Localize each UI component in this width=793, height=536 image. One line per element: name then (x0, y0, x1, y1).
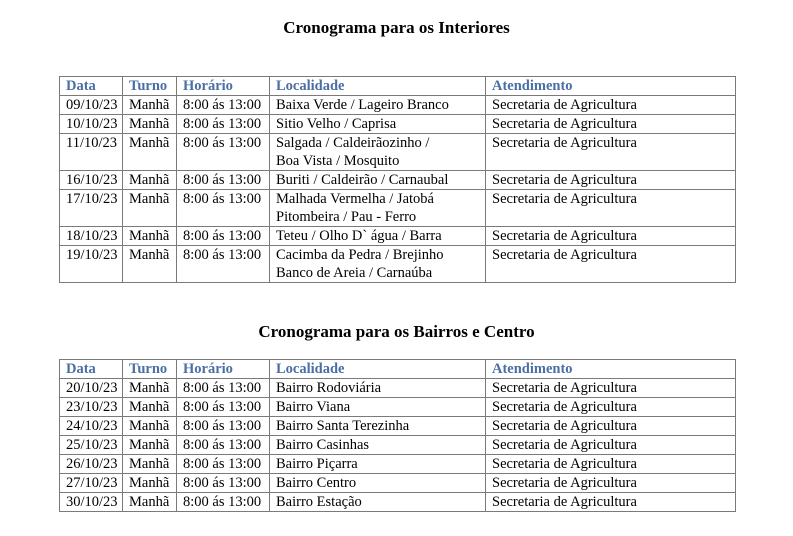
cell-atendimento: Secretaria de Agricultura (486, 398, 736, 417)
cell-turno: Manhã (123, 474, 177, 493)
cell-atendimento: Secretaria de Agricultura (486, 134, 736, 171)
localidade-line: Teteu / Olho D` água / Barra (276, 228, 442, 244)
localidade-line: Bairro Estação (276, 494, 362, 510)
table-row (60, 379, 736, 398)
localidade-line: Baixa Verde / Lageiro Branco (276, 97, 449, 113)
table-row (60, 190, 736, 227)
cell-localidade (270, 190, 486, 227)
localidade-line: Bairro Casinhas (276, 437, 370, 453)
cell-horario: 8:00 ás 13:00 (177, 455, 270, 474)
localidade-line: Bairro Viana (276, 399, 351, 415)
localidade-line: Sitio Velho / Caprisa (276, 116, 397, 132)
table-row (60, 134, 736, 171)
cell-localidade (270, 398, 486, 417)
header-localidade: Localidade (270, 360, 486, 379)
cell-atendimento: Secretaria de Agricultura (486, 190, 736, 227)
header-horario: Horário (177, 77, 270, 96)
table-row (60, 455, 736, 474)
localidade-line: Malhada Vermelha / Jatobá (276, 191, 434, 207)
header-localidade: Localidade (270, 77, 486, 96)
cell-horario: 8:00 ás 13:00 (177, 398, 270, 417)
cell-data: 18/10/23 (60, 227, 123, 246)
cell-turno: Manhã (123, 455, 177, 474)
cell-horario: 8:00 ás 13:00 (177, 436, 270, 455)
cell-atendimento: Secretaria de Agricultura (486, 474, 736, 493)
cell-atendimento: Secretaria de Agricultura (486, 115, 736, 134)
cell-horario: 8:00 ás 13:00 (177, 474, 270, 493)
interiores-title: Cronograma para os Interiores (283, 18, 510, 37)
cell-localidade (270, 474, 486, 493)
header-atendimento: Atendimento (486, 77, 736, 96)
cell-horario: 8:00 ás 13:00 (177, 115, 270, 134)
cell-data: 17/10/23 (60, 190, 123, 227)
interiores-schedule-table (59, 76, 736, 283)
cell-atendimento: Secretaria de Agricultura (486, 171, 736, 190)
cell-data: 09/10/23 (60, 96, 123, 115)
cell-localidade (270, 134, 486, 171)
table-row (60, 227, 736, 246)
cell-data: 11/10/23 (60, 134, 123, 171)
cell-localidade (270, 96, 486, 115)
cell-horario: 8:00 ás 13:00 (177, 96, 270, 115)
cell-data: 23/10/23 (60, 398, 123, 417)
localidade-line: Banco de Areia / Carnaúba (276, 265, 433, 281)
cell-turno: Manhã (123, 379, 177, 398)
localidade-line: Pitombeira / Pau - Ferro (276, 209, 417, 225)
table-header-row (60, 77, 736, 96)
cell-horario: 8:00 ás 13:00 (177, 493, 270, 512)
cell-data: 10/10/23 (60, 115, 123, 134)
header-data: Data (60, 360, 123, 379)
cell-horario: 8:00 ás 13:00 (177, 246, 270, 283)
localidade-line: Boa Vista / Mosquito (276, 153, 400, 169)
bairros-centro-schedule-table (59, 359, 736, 512)
cell-localidade (270, 379, 486, 398)
cell-atendimento: Secretaria de Agricultura (486, 379, 736, 398)
table-row (60, 417, 736, 436)
localidade-line: Bairro Rodoviária (276, 380, 382, 396)
cell-data: 24/10/23 (60, 417, 123, 436)
header-atendimento: Atendimento (486, 360, 736, 379)
cell-localidade (270, 115, 486, 134)
cell-horario: 8:00 ás 13:00 (177, 379, 270, 398)
cell-turno: Manhã (123, 417, 177, 436)
cell-localidade (270, 493, 486, 512)
localidade-line: Cacimba da Pedra / Brejinho (276, 247, 444, 263)
cell-turno: Manhã (123, 171, 177, 190)
cell-turno: Manhã (123, 436, 177, 455)
cell-atendimento: Secretaria de Agricultura (486, 493, 736, 512)
cell-localidade (270, 227, 486, 246)
cell-horario: 8:00 ás 13:00 (177, 171, 270, 190)
localidade-line: Bairro Piçarra (276, 456, 358, 472)
cell-data: 16/10/23 (60, 171, 123, 190)
cell-turno: Manhã (123, 227, 177, 246)
localidade-line: Salgada / Caldeirãozinho / (276, 135, 430, 151)
header-data: Data (60, 77, 123, 96)
table-row (60, 436, 736, 455)
cell-horario: 8:00 ás 13:00 (177, 227, 270, 246)
table-row (60, 96, 736, 115)
cell-atendimento: Secretaria de Agricultura (486, 455, 736, 474)
cell-atendimento: Secretaria de Agricultura (486, 436, 736, 455)
cell-turno: Manhã (123, 134, 177, 171)
header-turno: Turno (123, 360, 177, 379)
cell-localidade (270, 171, 486, 190)
cell-atendimento: Secretaria de Agricultura (486, 96, 736, 115)
cell-data: 26/10/23 (60, 455, 123, 474)
table-row (60, 246, 736, 283)
localidade-line: Bairro Centro (276, 475, 357, 491)
cell-data: 25/10/23 (60, 436, 123, 455)
cell-localidade (270, 417, 486, 436)
cell-localidade (270, 455, 486, 474)
table-row (60, 171, 736, 190)
table-row (60, 115, 736, 134)
cell-localidade (270, 246, 486, 283)
cell-horario: 8:00 ás 13:00 (177, 134, 270, 171)
cell-localidade (270, 436, 486, 455)
bairros-centro-title: Cronograma para os Bairros e Centro (258, 322, 535, 341)
cell-data: 30/10/23 (60, 493, 123, 512)
cell-horario: 8:00 ás 13:00 (177, 417, 270, 436)
table-header-row (60, 360, 736, 379)
table-row (60, 474, 736, 493)
localidade-line: Buriti / Caldeirão / Carnaubal (276, 172, 449, 188)
cell-horario: 8:00 ás 13:00 (177, 190, 270, 227)
localidade-line: Bairro Santa Terezinha (276, 418, 410, 434)
cell-atendimento: Secretaria de Agricultura (486, 417, 736, 436)
table-row (60, 398, 736, 417)
cell-turno: Manhã (123, 115, 177, 134)
header-horario: Horário (177, 360, 270, 379)
table-row (60, 493, 736, 512)
cell-turno: Manhã (123, 493, 177, 512)
cell-data: 20/10/23 (60, 379, 123, 398)
cell-atendimento: Secretaria de Agricultura (486, 246, 736, 283)
header-turno: Turno (123, 77, 177, 96)
cell-data: 27/10/23 (60, 474, 123, 493)
cell-atendimento: Secretaria de Agricultura (486, 227, 736, 246)
cell-data: 19/10/23 (60, 246, 123, 283)
cell-turno: Manhã (123, 246, 177, 283)
cell-turno: Manhã (123, 398, 177, 417)
cell-turno: Manhã (123, 96, 177, 115)
cell-turno: Manhã (123, 190, 177, 227)
